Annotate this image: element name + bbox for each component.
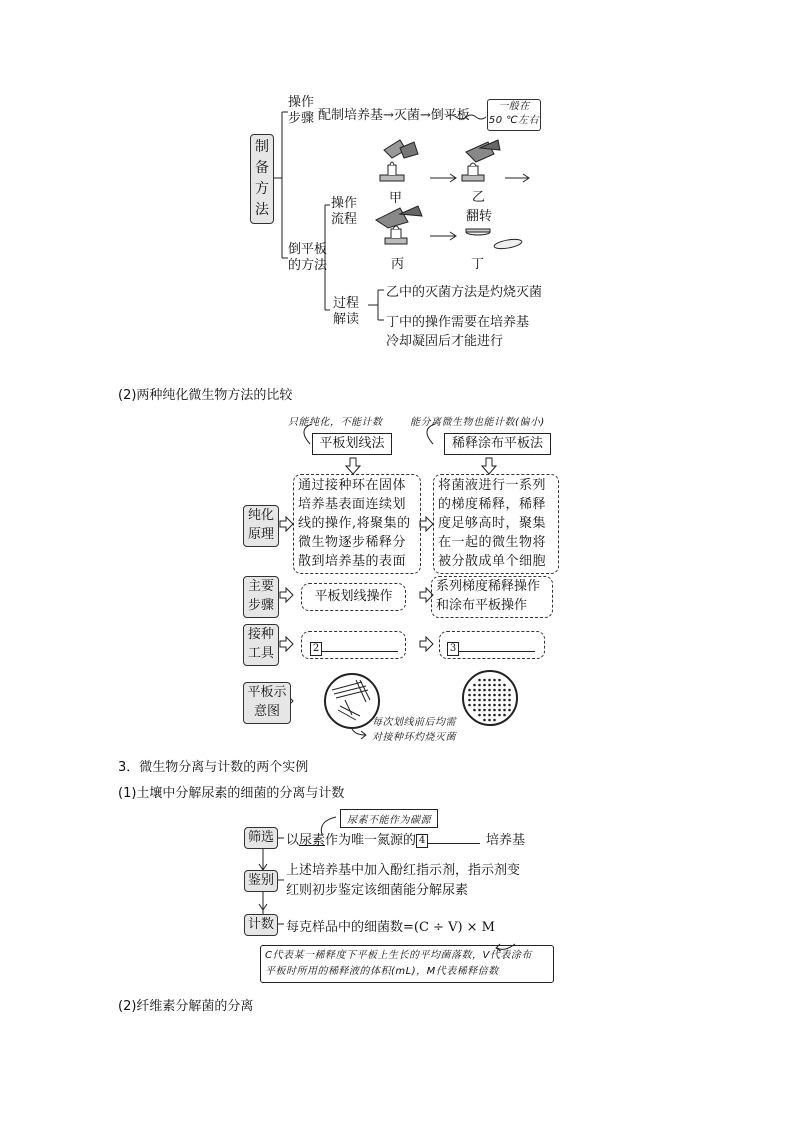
colony-dot <box>483 689 486 692</box>
urea-note-text: 尿素不能作为碳源 <box>347 815 431 826</box>
colony-dot <box>483 714 486 717</box>
op-steps-label-line2: 步骤 <box>288 111 315 126</box>
steps-right-line2: 和涂布平板操作 <box>436 598 528 613</box>
principle-left-line: 微生物逐步稀释分 <box>298 535 407 550</box>
colony-dot <box>503 684 506 687</box>
screen-text-urea: 尿素 <box>299 833 326 848</box>
colony-dot <box>473 699 476 702</box>
colony-dot <box>503 689 506 692</box>
count-note-line2: 平板时所用的稀释液的体积(mL)，M代表稀释倍数 <box>265 966 499 977</box>
row-steps-line2: 步骤 <box>247 598 274 613</box>
steps-text: 配制培养基→灭菌→倒平板 <box>318 108 470 123</box>
colony-dot <box>483 699 486 702</box>
interp-label-line1: 过程 <box>333 296 360 311</box>
method-right-label: 稀释涂布平板法 <box>451 436 543 451</box>
colony-dot <box>478 704 481 707</box>
colony-dot <box>483 679 486 682</box>
interp-text-1: 乙中的灭菌方法是灼烧灭菌 <box>386 285 543 300</box>
count-note-line1: C代表某一稀释度下平板上生长的平均菌落数，V代表涂布 <box>265 950 532 961</box>
screen-blank[interactable] <box>416 833 480 848</box>
colony-dot <box>498 694 501 697</box>
colony-dot <box>468 699 471 702</box>
note-left: 只能纯化，不能计数 <box>288 417 383 428</box>
colony-dot <box>493 719 496 722</box>
screen-text-d: 培养基 <box>486 833 526 848</box>
section3-sub2: (2)纤维素分解菌的分离 <box>118 999 254 1014</box>
colony-dot <box>488 709 491 712</box>
blank-number-3: 3 <box>447 642 459 656</box>
principle-left-line: 线的操作,将聚集的 <box>298 516 411 531</box>
colony-dot <box>473 709 476 712</box>
principle-left-line: 散到培养基的表面 <box>298 554 407 569</box>
colony-dot <box>493 684 496 687</box>
blank-number-4: 4 <box>416 834 428 848</box>
colony-dot <box>483 709 486 712</box>
principle-left-line: 培养基表面连续划 <box>298 497 407 512</box>
interp-text-2-line1: 丁中的操作需要在培养基 <box>386 315 530 330</box>
urea-note <box>340 809 438 828</box>
colony-dot <box>473 704 476 707</box>
pour-method-label-line1: 倒平板 <box>288 242 328 257</box>
flow-label-line2: 流程 <box>331 212 358 227</box>
identify-box <box>244 870 278 892</box>
plate-note-line1: 每次划线前后均需 <box>372 717 456 728</box>
identify-line1: 上述培养基中加入酚红指示剂，指示剂变 <box>286 863 521 878</box>
colony-dot <box>498 689 501 692</box>
colony-dot <box>488 679 491 682</box>
colony-dot <box>483 684 486 687</box>
temperature-note-line1: 一般在 <box>498 101 530 112</box>
steps-right-line1: 系列梯度稀释操作 <box>436 579 541 594</box>
section3-heading: 3．微生物分离与计数的两个实例 <box>118 760 309 775</box>
colony-dot <box>508 704 511 707</box>
count-formula: 每克样品中的细菌数=(C ÷ V) × M <box>286 920 495 935</box>
label-yi: 乙 <box>472 190 486 205</box>
colony-dot <box>508 709 511 712</box>
colony-dot <box>493 694 496 697</box>
screen-box <box>244 827 278 849</box>
blank-number-2: 2 <box>310 642 322 656</box>
method-left-label: 平板划线法 <box>319 436 385 451</box>
identify-label: 鉴别 <box>247 873 274 888</box>
interp-label-line2: 解读 <box>333 312 360 327</box>
interp-text-2-line2: 冷却凝固后才能进行 <box>386 334 504 349</box>
colony-dot <box>508 694 511 697</box>
colony-dot <box>503 709 506 712</box>
row-principle-line1: 纯化 <box>247 508 274 523</box>
colony-dot <box>498 704 501 707</box>
screen-text-a: 以 <box>286 833 300 848</box>
principle-right-line: 的梯度稀释，稀释 <box>438 497 547 512</box>
op-steps-label-line1: 操作 <box>288 95 315 110</box>
screen-label: 筛选 <box>247 830 274 845</box>
plate-note <box>372 715 456 745</box>
colony-dot <box>478 689 481 692</box>
colony-dot <box>493 709 496 712</box>
colony-dot <box>493 689 496 692</box>
principle-right-line: 在一起的微生物将 <box>438 535 547 550</box>
colony-dot <box>498 709 501 712</box>
steps-left-text: 平板划线操作 <box>314 589 393 604</box>
colony-dot <box>483 719 486 722</box>
colony-dot <box>488 719 491 722</box>
colony-dot <box>498 714 501 717</box>
colony-dot <box>478 694 481 697</box>
label-ding: 丁 <box>471 257 485 272</box>
label-bing: 丙 <box>391 257 405 272</box>
colony-dot <box>478 684 481 687</box>
colony-dot <box>503 694 506 697</box>
colony-dot <box>498 684 501 687</box>
identify-text <box>286 861 520 901</box>
colony-dot <box>508 699 511 702</box>
flow-label-line1: 操作 <box>331 196 358 211</box>
colony-dot <box>493 679 496 682</box>
colony-dot <box>488 689 491 692</box>
colony-dot <box>488 699 491 702</box>
colony-dot <box>508 689 511 692</box>
colony-dot <box>468 694 471 697</box>
pour-method-label-line2: 的方法 <box>288 258 328 273</box>
colony-dot <box>478 679 481 682</box>
plate-note-line2: 对接种环灼烧灭菌 <box>372 732 456 743</box>
note-right: 能分离微生物也能计数(偏小) <box>410 417 545 428</box>
colony-dot <box>473 684 476 687</box>
colony-dot <box>488 694 491 697</box>
colony-dot <box>478 709 481 712</box>
row-plate-line2: 意图 <box>253 704 280 719</box>
identify-line2: 红则初步鉴定该细菌能分解尿素 <box>286 883 469 898</box>
principle-left-line: 通过接种环在固体 <box>298 478 407 493</box>
row-steps-line1: 主要 <box>247 579 274 594</box>
row-tool-line2: 工具 <box>247 646 274 661</box>
colony-dot <box>473 694 476 697</box>
principle-right-line: 将菌液进行一系列 <box>438 478 547 493</box>
colony-dot <box>498 679 501 682</box>
screen-text <box>286 829 525 848</box>
colony-dot <box>498 699 501 702</box>
screen-text-c: 作为唯一氮源的 <box>325 833 417 848</box>
count-note <box>260 945 554 983</box>
count-box <box>244 914 278 936</box>
label-jia: 甲 <box>389 191 403 206</box>
row-plate-line1: 平板示 <box>247 685 287 700</box>
colony-dot <box>473 689 476 692</box>
colony-dot <box>478 699 481 702</box>
row-tool-line1: 接种 <box>247 627 274 642</box>
colony-dot <box>488 714 491 717</box>
colony-dot <box>483 694 486 697</box>
colony-dot <box>468 704 471 707</box>
principle-right-line: 被分散成单个细胞 <box>438 554 547 569</box>
section3-sub1: (1)土壤中分解尿素的细菌的分离与计数 <box>118 786 345 801</box>
colony-dot <box>493 704 496 707</box>
label-fanzhuan: 翻转 <box>466 209 493 224</box>
temperature-note-line2: 50 ℃左右 <box>488 115 540 126</box>
count-label: 计数 <box>247 917 274 932</box>
colony-dot <box>468 689 471 692</box>
colony-dot <box>478 714 481 717</box>
prep-root-label: 制备方法 <box>255 139 269 218</box>
compare-heading: (2)两种纯化微生物方法的比较 <box>118 388 293 403</box>
colony-dot <box>493 714 496 717</box>
colony-dot <box>503 704 506 707</box>
colony-dot <box>493 699 496 702</box>
colony-dot <box>483 704 486 707</box>
colony-dot <box>488 684 491 687</box>
colony-dot <box>503 714 506 717</box>
colony-dot <box>488 704 491 707</box>
principle-right-line: 度足够高时，聚集 <box>438 516 547 531</box>
row-principle-line2: 原理 <box>247 527 274 542</box>
colony-dot <box>503 699 506 702</box>
